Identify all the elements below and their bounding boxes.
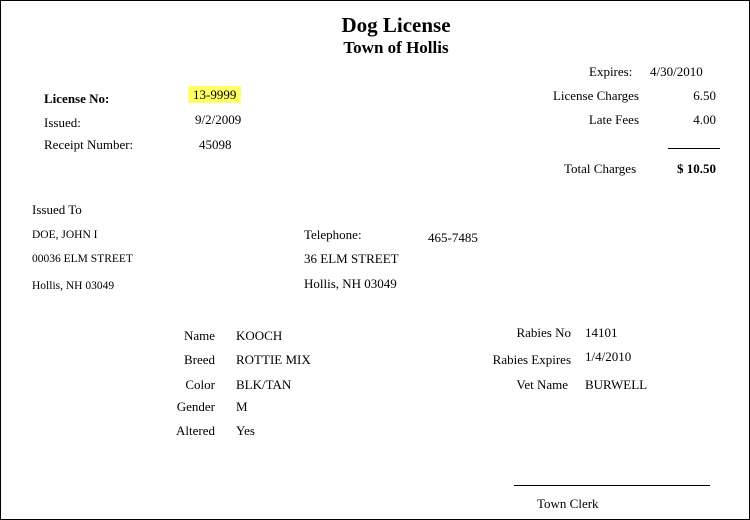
dog-breed-label: Breed [183,352,215,367]
clerk-signature-line [514,485,710,486]
total-underline [668,148,720,149]
town-clerk-label: Town Clerk [537,496,599,511]
receipt-number-label: Receipt Number: [44,137,134,152]
dog-breed-value: ROTTIE MIX [236,352,311,367]
issued-label: Issued: [44,115,81,130]
rabies-expires-value: 1/4/2010 [585,349,632,364]
dog-name-label: Name [183,328,215,343]
dog-color-value: BLK/TAN [236,377,292,392]
dog-gender-value: M [236,399,248,414]
late-fees-value: 4.00 [693,112,716,127]
dog-altered-value: Yes [236,423,255,438]
issued-to-label: Issued To [32,202,82,217]
dog-altered-label: Altered [176,423,215,438]
rabies-no-label: Rabies No [516,325,571,340]
license-no-value [188,87,241,103]
total-charges-label: Total Charges [564,161,637,176]
vet-name-label: Vet Name [516,377,568,392]
document-subtitle: Town of Hollis [343,38,449,57]
rabies-expires-label: Rabies Expires [492,352,571,367]
owner-street-address: 36 ELM STREET [304,251,399,266]
owner-name: DOE, JOHN I [32,229,98,241]
owner-mailing-address: 00036 ELM STREET [32,253,133,265]
license-no-highlight: 13-9999 [188,86,241,103]
owner-city-state-zip: Hollis, NH 03049 [32,280,115,292]
dog-color-label: Color [185,377,215,392]
total-charges-value: $ 10.50 [677,161,716,176]
dog-name-value: KOOCH [236,328,283,343]
license-charges-value: 6.50 [693,88,716,103]
telephone-value: 465-7485 [428,230,478,245]
rabies-no-value: 14101 [585,325,618,340]
issued-value: 9/2/2009 [195,112,242,127]
license-no-label: License No: [44,91,110,106]
dog-gender-label: Gender [176,399,215,414]
expires-label: Expires: [589,64,633,79]
license-charges-label: License Charges [552,88,639,103]
telephone-label: Telephone: [304,227,362,242]
document-title: Dog License [341,13,451,37]
owner-street-city-state-zip: Hollis, NH 03049 [304,276,397,291]
vet-name-value: BURWELL [585,377,648,392]
receipt-number-value: 45098 [199,137,232,152]
late-fees-label: Late Fees [588,112,639,127]
expires-value: 4/30/2010 [650,64,703,79]
